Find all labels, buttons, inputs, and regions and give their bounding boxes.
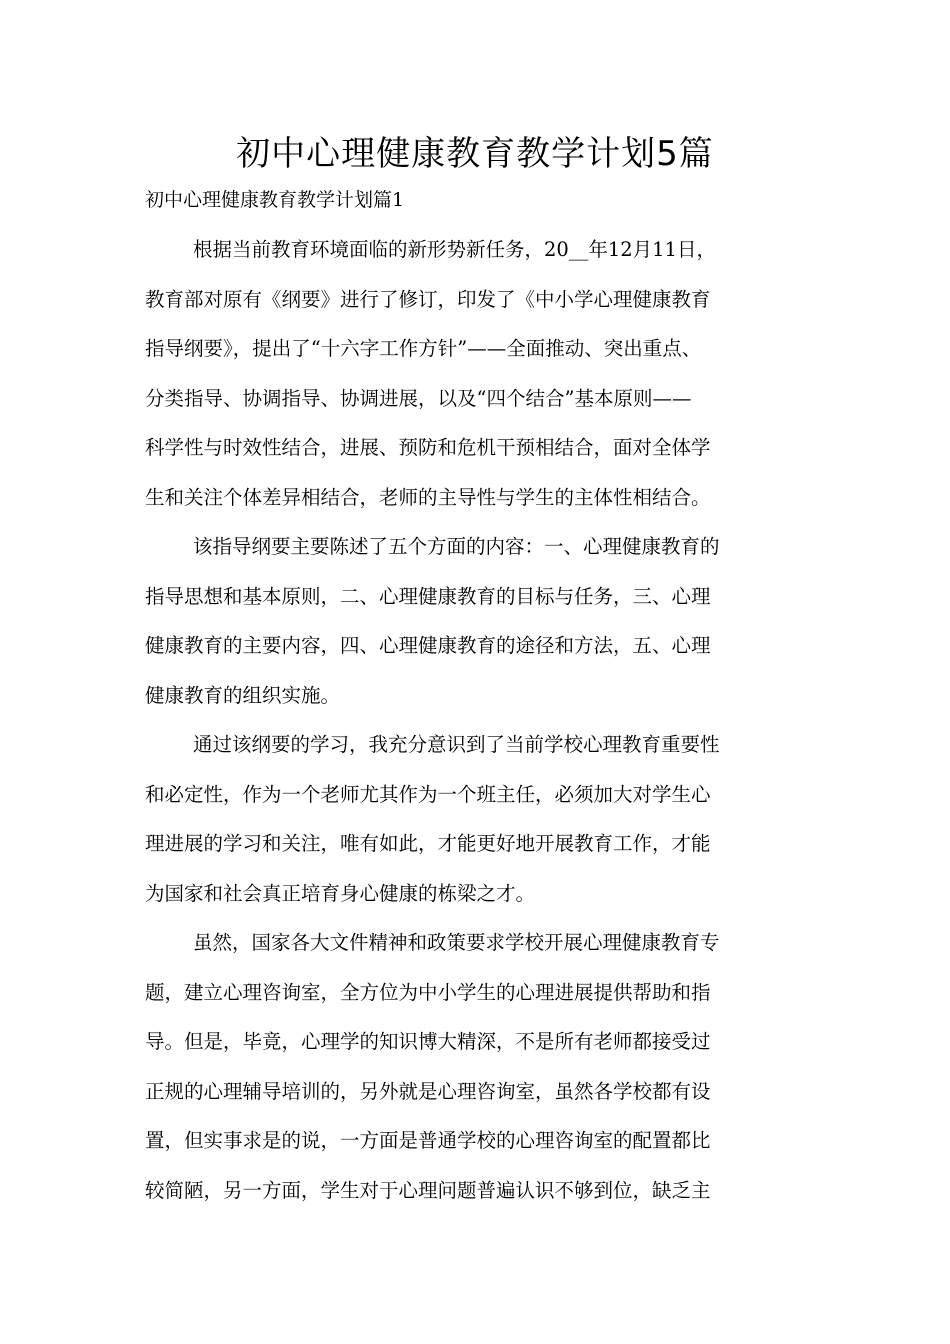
text-line: 指导纲要》，提出了“十六字工作方针”——全面推动、突出重点、 xyxy=(145,337,702,360)
text-line: 教育部对原有《纲要》进行了修订，印发了《中小学心理健康教育 xyxy=(145,287,711,311)
text-line: 虽然，国家各大文件精神和政策要求学校开展心理健康教育专 xyxy=(193,931,720,954)
paragraph-3 xyxy=(145,720,815,918)
text-line: 导。但是，毕竟，心理学的知识博大精深，不是所有老师都接受过 xyxy=(145,1030,711,1053)
text-line: 科学性与时效性结合，进展、预防和危机干预相结合，面对全体学 xyxy=(145,436,711,459)
text-line: 该指导纲要主要陈述了五个方面的内容：一、心理健康教育的 xyxy=(193,535,720,558)
text-line: 指导思想和基本原则，二、心理健康教育的目标与任务，三、心理 xyxy=(145,584,711,608)
text-line: 正规的心理辅导培训的，另外就是心理咨询室，虽然各学校都有设 xyxy=(145,1079,711,1103)
text-line: 置，但实事求是的说，一方面是普通学校的心理咨询室的配置都比 xyxy=(145,1129,711,1152)
section-heading: 初中心理健康教育教学计划篇1 xyxy=(145,189,405,211)
text-line: 根据当前教育环境面临的新形势新任务，20__年12月11日， xyxy=(193,238,716,261)
text-line: 健康教育的主要内容，四、心理健康教育的途径和方法，五、心理 xyxy=(145,634,711,657)
text-line: 生和关注个体差异相结合，老师的主导性与学生的主体性相结合。 xyxy=(145,485,711,509)
paragraph-4 xyxy=(145,918,815,1215)
text-line: 理进展的学习和关注，唯有如此，才能更好地开展教育工作，才能 xyxy=(145,832,711,855)
text-line: 和必定性，作为一个老师尤其作为一个班主任，必须加大对学生心 xyxy=(145,782,711,806)
text-line: 通过该纲要的学习，我充分意识到了当前学校心理教育重要性 xyxy=(193,733,720,756)
text-line: 较简陋，另一方面，学生对于心理问题普遍认识不够到位，缺乏主 xyxy=(145,1178,711,1202)
text-line: 健康教育的组织实施。 xyxy=(145,683,341,707)
paragraph-2 xyxy=(145,522,815,720)
paragraph-1 xyxy=(145,225,815,522)
text-line: 分类指导、协调指导、协调进展，以及“四个结合”基本原则—— xyxy=(145,386,692,410)
document-title: 初中心理健康教育教学计划5篇 xyxy=(236,134,714,174)
text-line: 为国家和社会真正培育身心健康的栋梁之才。 xyxy=(145,881,536,905)
text-line: 题，建立心理咨询室，全方位为中小学生的心理进展提供帮助和指 xyxy=(145,980,711,1004)
